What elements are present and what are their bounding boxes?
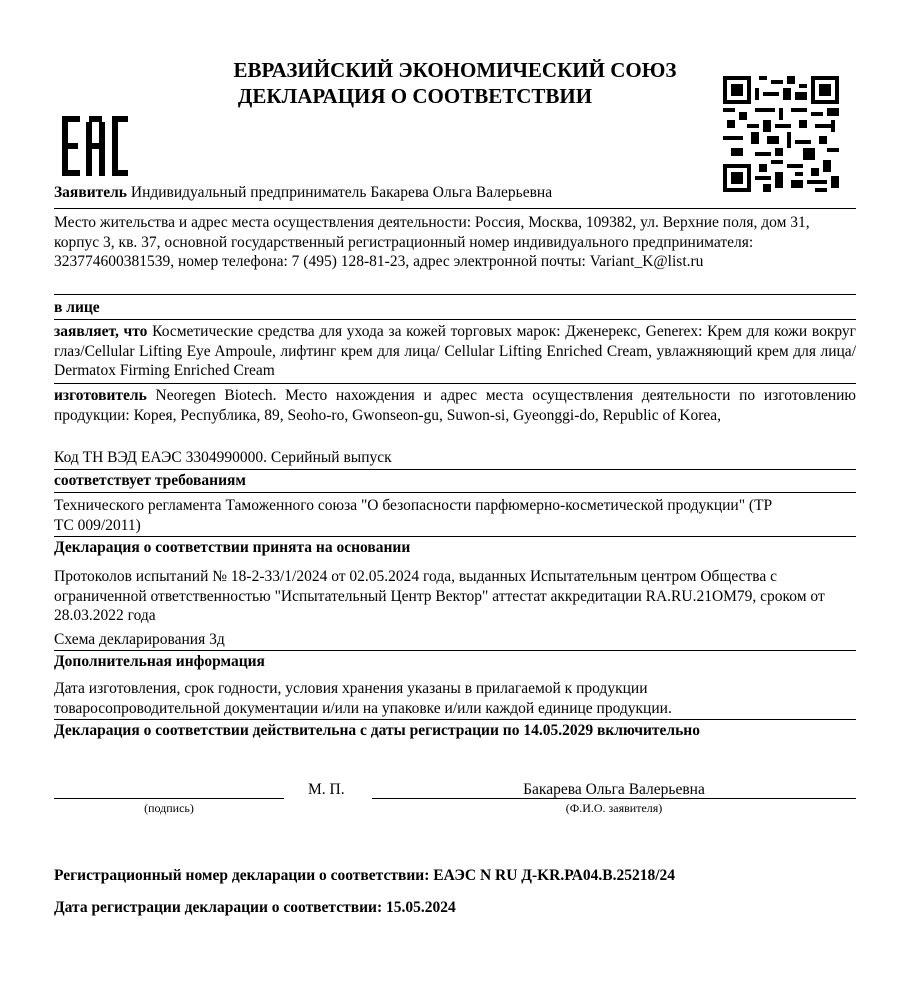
manufacturer-label: изготовитель (54, 387, 147, 404)
stamp-place: М. П. (308, 781, 345, 798)
requirements-label: соответствует требованиям (54, 472, 246, 489)
manufacturer-row (54, 386, 856, 425)
eac-mark-icon (62, 116, 128, 176)
requirements-value: Технического регламента Таможенного союза "О безопасности парфюмерно-косметической продукции" (ТР ТС 009/2011) (54, 497, 773, 534)
basis-value: Протоколов испытаний № 18-2-33/1/2024 от 02.05.2024 года, выданных Испытательным центром Общества с ограниченной ответственностью "Испытательный Центр Вектор" аттестат аккредитации RA.RU.21OM79, сроком от 28.03.2022 года (54, 568, 825, 624)
applicant-value: Индивидуальный предприниматель Бакарева Ольга Валерьевна (130, 184, 553, 201)
divider (54, 536, 856, 537)
additional-value: Дата изготовления, срок годности, условия хранения указаны в прилагаемой к продукции товаросопроводительной документации и/или на упаковке и/или каждой единице продукции. (54, 680, 672, 717)
signature-line (54, 798, 284, 799)
registration-number: Регистрационный номер декларации о соответствии: ЕАЭС N RU Д-KR.РА04.В.25218/24 (54, 867, 676, 884)
applicant-label: Заявитель (54, 184, 128, 201)
name-caption: (Ф.И.О. заявителя) (565, 801, 663, 815)
additional-label: Дополнительная информация (54, 653, 265, 670)
divider (54, 719, 856, 720)
divider (54, 383, 856, 384)
hs-code: Код ТН ВЭД ЕАЭС 3304990000. Серийный выпуск (54, 449, 392, 466)
divider (54, 208, 856, 209)
person-label: в лице (54, 299, 100, 316)
manufacturer-value: Neoregen Biotech. Место нахождения и адрес места осуществления деятельности по изготовлению продукции: Корея, Республика, 89, Seoho-ro, Gwonseon-gu, Suwon-si, Gyeonggi-do, Republic of Korea, (54, 387, 856, 424)
applicant-address: Место жительства и адрес места осуществления деятельности: Россия, Москва, 109382, ул. Верхние поля, дом 31, корпус 3, кв. 37, основной государственный регистрационный номер индивидуального предпринимателя: 323774600381539, номер телефона: 7 (495) 128-81-23, адрес электронной почты: Variant_K@list.ru (54, 214, 810, 270)
divider (54, 492, 856, 493)
divider (54, 319, 856, 320)
basis-label: Декларация о соответствии принята на основании (54, 539, 411, 556)
divider (54, 469, 856, 470)
declares-label: заявляет, что (54, 323, 148, 340)
name-line (372, 798, 856, 799)
declares-value: Косметические средства для ухода за кожей торговых марок: Дженерекс, Generex: Крем для кожи вокруг глаз/Cellular Lifting Eye Ampoule, лифтинг крем для лица/ Cellular Lifting Enriched Cream, увлажняющий крем для лица/ Dermatox Firming Enriched Cream (54, 323, 857, 379)
applicant-name: Бакарева Ольга Валерьевна (523, 781, 705, 798)
registration-date: Дата регистрации декларации о соответствии: 15.05.2024 (54, 899, 456, 916)
union-title: ЕВРАЗИЙСКИЙ ЭКОНОМИЧЕСКИЙ СОЮЗ (233, 58, 677, 82)
divider (54, 650, 856, 651)
applicant-row (54, 183, 856, 203)
qr-code-icon (723, 76, 839, 192)
declaration-scheme: Схема декларирования 3д (54, 631, 225, 648)
declares-row (54, 322, 856, 381)
document-title: ДЕКЛАРАЦИЯ О СООТВЕТСТВИИ (237, 84, 593, 108)
validity-statement: Декларация о соответствии действительна с даты регистрации по 14.05.2029 включительно (54, 722, 700, 739)
signature-caption: (подпись) (144, 801, 194, 815)
divider (54, 294, 856, 295)
